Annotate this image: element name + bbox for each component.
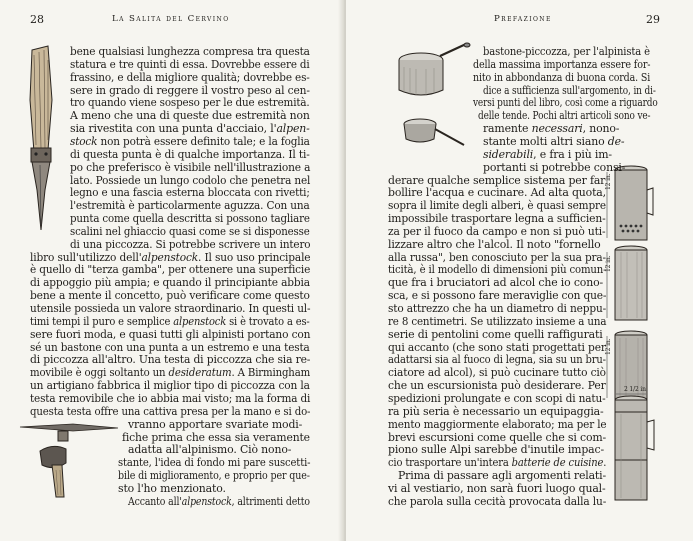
text-line: serie di pentolini come quelli raffigurati (388, 327, 603, 341)
text-line: stock non potrà essere definito tale; e la foglia (70, 134, 310, 148)
text-line: di appoggio più ampia; e quando il principiante abbia (30, 276, 310, 290)
text-line: alla russa", ben conosciuto per la sua pra- (388, 250, 606, 264)
text-line: di piccozza all'altro. Una testa di piccozza che sia re- (30, 353, 311, 367)
text-line: portanti si potrebbe consi- (483, 160, 626, 174)
text-line: punta come quella descritta si possono tagliare (70, 212, 310, 226)
text-line: sopra il limite degli alberi, è quasi sempre (388, 199, 606, 213)
left-running-head: La Salita del Cervino (112, 14, 230, 24)
small-pan-illustration (402, 115, 472, 153)
text-line: vranno apportare svariate modi- (128, 417, 303, 431)
left-page (0, 0, 343, 541)
right-page-number: 29 (646, 13, 660, 26)
right-page (346, 0, 693, 541)
text-line: frassino, e della migliore qualità; dovrebbe es- (70, 70, 310, 84)
text-line: timi tempi il puro e semplice alpenstock si è trovato a es- (30, 314, 310, 328)
text-line: è quello di "terza gamba", per ottenere una superficie (30, 263, 311, 277)
text-line: derare qualche semplice sistema per far (388, 173, 606, 187)
text-line: delle tende. Pochi altri articoli sono ve- (478, 109, 651, 123)
dimension-label: 12 in. (605, 173, 612, 190)
text-line: bollire l'acqua e cucinare. Ad alta quota, (388, 186, 606, 200)
ice-axe-head-illustration (18, 415, 123, 500)
text-line: sto l'ho menzionato. (118, 481, 226, 495)
text-line: un artigiano fabbrica il miglior tipo di piccozza con la (30, 379, 310, 393)
text-line: versi punti del libro, così come a riguardo (473, 96, 658, 110)
text-line: fiche prima che essa sia veramente (122, 430, 310, 444)
text-line: che un escursionista può desiderare. Per (388, 379, 606, 393)
text-line: spedizioni prolungate e con scopi di natu- (388, 391, 606, 405)
text-line: libro sull'utilizzo dell'alpenstock. Il suo uso principale (30, 250, 311, 264)
text-line: impossibile trasportare legna a sufficien- (388, 212, 606, 226)
stacked-cooking-set-illustration (611, 160, 671, 515)
text-line: l'estremità è particolarmente aguzza. Con una (70, 199, 310, 213)
text-line: mento maggiormente elaborato; ma per le (388, 417, 607, 431)
text-line: po che preferisco è visibile nell'illustrazione a (70, 160, 311, 174)
dimension-label: 2 1/2 in. (624, 386, 648, 393)
text-line: ramente necessari, nono- (483, 122, 620, 136)
text-line: nito in abbondanza di buona corda. Si (473, 70, 651, 84)
text-line: legno e una fascia esterna bloccata con rivetti; (70, 186, 310, 200)
text-line: bene qualsiasi lunghezza compresa tra questa (70, 45, 310, 58)
text-line: sto attrezzo che ha un diametro di neppu- (388, 302, 607, 315)
text-line: lato. Possiede un lungo codolo che penetra nel (70, 173, 311, 187)
text-line: A meno che una di queste due estremità non (70, 109, 310, 123)
text-line: sere in grado di reggere il vostro peso al cen- (70, 83, 310, 97)
text-line: lizzare altro che l'alcol. Il noto "fornello (388, 237, 601, 251)
right-running-head: Prefazione (494, 14, 552, 24)
text-line: siderabili, e fra i più im- (483, 147, 612, 161)
text-line: bene a mente il concetto, può verificare come questo (30, 289, 310, 303)
text-line: piono sulle Alpi sarebbe d'inutile impac- (388, 443, 604, 457)
text-line: questa testa offre una cattiva presa per la mano e si do- (30, 404, 311, 418)
alpenstock-spike-illustration (18, 40, 68, 235)
text-line: bastone-piccozza, per l'alpinista è (483, 45, 650, 58)
text-line: Accanto all'alpenstock, altrimenti detto (128, 494, 310, 508)
text-line: stante, l'idea di fondo mi pare suscetti- (118, 456, 311, 470)
text-line: adattarsi sia al fuoco di legna, sia su un bru- (388, 353, 606, 367)
left-page-number: 28 (30, 13, 44, 26)
text-line: adatta all'alpinismo. Ciò nono- (128, 443, 292, 457)
text-line: movibile è oggi soltanto un desideratum. A Birmingham (30, 366, 311, 380)
text-line: tro quando viene sospeso per le due estremità. (70, 96, 310, 110)
dimension-label: 12 in. (605, 255, 612, 272)
text-line: bile di miglioramento, e proprio per que- (118, 469, 310, 483)
cooking-pot-illustration (396, 42, 476, 112)
text-line: sere fuori moda, e quasi tutti gli alpinisti portano con (30, 327, 311, 341)
text-line: scalini nel ghiaccio quasi come se si disponesse (70, 224, 310, 238)
text-line: di questa punta è di qualche importanza. Il ti- (70, 147, 310, 161)
text-line: della massima importanza essere for- (473, 57, 651, 71)
text-line: ticità, è il modello di dimensioni più comun- (388, 263, 607, 277)
text-line: brevi escursioni come quelle che si com- (388, 430, 607, 444)
text-line: re 8 centimetri. Se utilizzato insieme a una (388, 314, 607, 328)
text-line: sia rivestita con una punta d'acciaio, l'alpen- (70, 122, 310, 136)
text-line: testa removibile che io abbia mai visto; ma la forma di (30, 391, 311, 405)
text-line: sé un bastone con una punta a un estremo e una testa (30, 340, 310, 354)
text-line: statura e tre quinti di essa. Dovrebbe essere di (70, 57, 310, 71)
text-line: que fra i bruciatori ad alcol che io cono- (388, 276, 604, 290)
text-line: vi al vestiario, non sarà fuori luogo qual- (388, 481, 606, 495)
text-line: qui accanto (che sono stati progettati per (388, 340, 606, 354)
text-line: sca, e si possono fare meraviglie con que- (388, 289, 607, 303)
text-line: ra più seria è necessario un equipaggia- (388, 404, 604, 418)
text-line: stante molti altri siano de- (483, 134, 625, 148)
text-line: utensile possieda un valore straordinario. In questi ul- (30, 302, 311, 315)
text-line: Prima di passare agli argomenti relati- (398, 469, 607, 483)
text-line: cio trasportare un'intera batterie de cuisine. (388, 456, 607, 470)
dimension-label: 12 in. (605, 338, 612, 355)
text-line: di una piccozza. Si potrebbe scrivere un intero (70, 237, 311, 251)
text-line: che parola sulla cecità provocata dalla lu- (388, 494, 607, 508)
text-line: dice a sufficienza sull'argomento, in di- (483, 83, 656, 97)
text-line: za per il fuoco da campo e non si può uti- (388, 224, 606, 238)
text-line: ciatore ad alcol), si può cucinare tutto ciò (388, 366, 606, 380)
